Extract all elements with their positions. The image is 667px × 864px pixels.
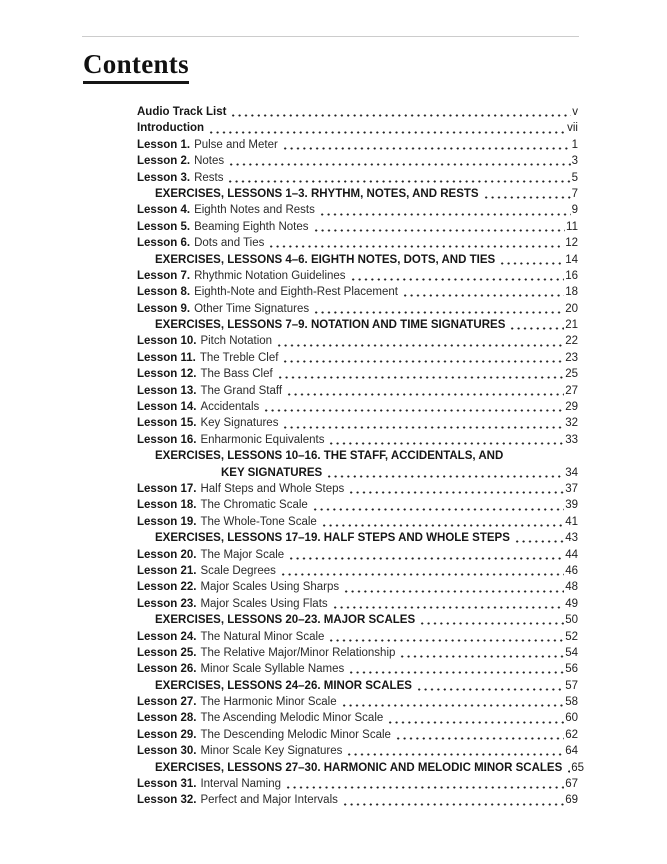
toc-row-lesson	[137, 596, 578, 612]
lesson-title: The Relative Major/Minor Relationship	[200, 646, 396, 659]
dot-leader	[419, 612, 564, 628]
toc-row-exercises	[137, 612, 578, 628]
page-number: 34	[565, 466, 578, 479]
entry-label	[137, 547, 284, 563]
toc-row-exercises	[137, 252, 578, 268]
dot-leader	[350, 268, 565, 284]
toc-list	[137, 104, 585, 809]
dot-leader	[282, 350, 564, 366]
toc-row-lesson	[137, 629, 578, 645]
dot-leader	[332, 596, 565, 612]
dot-leader	[342, 792, 564, 808]
toc-row-lesson	[137, 301, 578, 317]
page-number: 3	[571, 155, 578, 168]
lesson-number: Lesson 8.	[137, 286, 191, 299]
lesson-number: Lesson 14.	[137, 401, 197, 414]
dot-leader	[328, 432, 564, 448]
dot-leader	[328, 629, 564, 645]
lesson-title: Interval Naming	[200, 778, 281, 791]
lesson-number: Lesson 32.	[137, 794, 197, 807]
page-number: 39	[565, 499, 578, 512]
lesson-number: Lesson 20.	[137, 548, 197, 561]
toc-row-lesson	[137, 497, 578, 513]
page-number: 33	[565, 433, 578, 446]
page-number: 16	[565, 269, 578, 282]
dot-leader	[348, 481, 564, 497]
lesson-title: Minor Scale Syllable Names	[200, 663, 345, 676]
lesson-number: Lesson 11.	[137, 351, 196, 364]
entry-label	[137, 284, 398, 300]
entry-label	[137, 219, 309, 235]
entry-label	[137, 415, 278, 431]
entry-label	[137, 710, 383, 726]
page-number: 1	[571, 138, 578, 151]
dot-leader	[326, 465, 564, 481]
page-number: v	[572, 106, 578, 118]
toc-row-front-matter	[137, 120, 578, 136]
toc-row-lesson	[137, 727, 578, 743]
page-number: 14	[565, 253, 578, 266]
lesson-number: Lesson 26.	[137, 663, 197, 676]
entry-label: Audio Track List	[137, 106, 227, 118]
toc-row-lesson	[137, 202, 578, 218]
toc-row-exercises	[137, 530, 578, 546]
entry-label	[137, 792, 338, 808]
dot-leader	[285, 776, 564, 792]
lesson-number: Lesson 12.	[137, 368, 197, 381]
toc-row-lesson	[137, 415, 578, 431]
dot-leader	[313, 301, 564, 317]
lesson-title: The Major Scale	[200, 548, 285, 561]
toc-row-lesson	[137, 383, 578, 399]
dot-leader	[416, 678, 564, 694]
lesson-title: The Ascending Melodic Minor Scale	[200, 712, 384, 725]
toc-row-lesson	[137, 284, 578, 300]
toc-row-lesson	[137, 350, 578, 366]
page-number: 37	[565, 482, 578, 495]
toc-row-lesson	[137, 694, 578, 710]
toc-row-exercises	[137, 186, 578, 202]
lesson-number: Lesson 13.	[137, 384, 197, 397]
lesson-title: The Chromatic Scale	[200, 499, 308, 512]
entry-label	[137, 727, 391, 743]
lesson-title: Pitch Notation	[200, 335, 273, 348]
dot-leader	[321, 514, 564, 530]
lesson-number: Lesson 4.	[137, 204, 191, 217]
lesson-title: Enharmonic Equivalents	[200, 433, 325, 446]
page-number: 69	[565, 794, 578, 807]
page-number: 56	[565, 663, 578, 676]
dot-leader	[395, 727, 564, 743]
toc-row-lesson	[137, 399, 578, 415]
entry-label	[137, 596, 328, 612]
lesson-number: Lesson 17.	[137, 482, 197, 495]
lesson-number: Lesson 29.	[137, 728, 197, 741]
entry-label: EXERCISES, LESSONS 4–6. EIGHTH NOTES, DOTS, AND TIES	[155, 253, 496, 266]
dot-leader	[348, 661, 564, 677]
dot-leader	[263, 399, 564, 415]
entry-label	[137, 563, 276, 579]
lesson-number: Lesson 24.	[137, 630, 197, 643]
lesson-number: Lesson 21.	[137, 564, 197, 577]
lesson-number: Lesson 18.	[137, 499, 197, 512]
lesson-number: Lesson 30.	[137, 745, 197, 758]
toc-row-lesson	[137, 268, 578, 284]
lesson-number: Lesson 15.	[137, 417, 197, 430]
toc-row-lesson	[137, 563, 578, 579]
toc-row-lesson	[137, 432, 578, 448]
dot-leader	[208, 120, 566, 136]
page-number: 22	[565, 335, 578, 348]
entry-label	[137, 514, 317, 530]
page-title: Contents	[83, 50, 189, 84]
page-number: 9	[571, 204, 578, 217]
toc-row-lesson	[137, 170, 578, 186]
lesson-number: Lesson 7.	[137, 269, 191, 282]
toc-row-lesson	[137, 645, 578, 661]
page-number: 48	[565, 581, 578, 594]
dot-leader	[277, 366, 565, 382]
toc-row-exercises	[137, 760, 585, 776]
lesson-title: The Descending Melodic Minor Scale	[200, 728, 391, 741]
page-number: 50	[565, 614, 578, 627]
lesson-number: Lesson 22.	[137, 581, 197, 594]
page-number: 57	[565, 679, 578, 692]
toc-row-lesson	[137, 776, 578, 792]
entry-label	[137, 366, 273, 382]
dot-leader	[483, 186, 571, 202]
entry-label	[137, 235, 264, 251]
top-divider-rule	[82, 36, 579, 37]
toc-row-front-matter	[137, 104, 578, 120]
entry-label	[137, 481, 344, 497]
lesson-number: Lesson 9.	[137, 302, 191, 315]
entry-label	[137, 268, 346, 284]
dot-leader	[346, 743, 564, 759]
page-number: 49	[565, 597, 578, 610]
lesson-number: Lesson 25.	[137, 646, 197, 659]
lesson-title: Eighth Notes and Rests	[194, 204, 315, 217]
page-number: 32	[565, 417, 578, 430]
toc-row-lesson	[137, 792, 578, 808]
entry-label: EXERCISES, LESSONS 7–9. NOTATION AND TIME SIGNATURES	[155, 319, 506, 332]
toc-row-lesson	[137, 743, 578, 759]
dot-leader	[288, 547, 564, 563]
entry-label	[137, 137, 278, 153]
entry-label	[137, 432, 324, 448]
dot-leader	[514, 530, 564, 546]
entry-label	[137, 301, 309, 317]
lesson-title: Other Time Signatures	[194, 302, 310, 315]
entry-label: EXERCISES, LESSONS 10–16. THE STAFF, ACCIDENTALS, AND	[155, 450, 504, 463]
toc-row-lesson	[137, 219, 578, 235]
lesson-number: Lesson 5.	[137, 220, 191, 233]
entry-label	[137, 202, 315, 218]
toc-row-exercises-line2	[137, 465, 578, 481]
dot-leader	[280, 563, 564, 579]
page-number: 52	[565, 630, 578, 643]
entry-label: KEY SIGNATURES	[221, 466, 323, 479]
page-number: 12	[565, 237, 578, 250]
toc-row-lesson	[137, 153, 578, 169]
lesson-title: Eighth-Note and Eighth-Rest Placement	[194, 286, 398, 299]
page-number: 67	[565, 778, 578, 791]
page-number: 5	[571, 171, 578, 184]
page-number: 44	[565, 548, 578, 561]
lesson-title: Rests	[194, 171, 224, 184]
page-number: 64	[565, 745, 578, 758]
lesson-number: Lesson 19.	[137, 515, 197, 528]
entry-label: EXERCISES, LESSONS 17–19. HALF STEPS AND WHOLE STEPS	[155, 532, 510, 545]
dot-leader	[227, 170, 570, 186]
page-number: 65	[571, 761, 585, 774]
lesson-number: Lesson 31.	[137, 778, 197, 791]
page-number: 46	[565, 564, 578, 577]
entry-label	[137, 399, 259, 415]
page-number: 27	[565, 384, 578, 397]
page-number: vii	[567, 122, 578, 135]
entry-label: Introduction	[137, 122, 205, 135]
lesson-number: Lesson 2.	[137, 155, 191, 168]
entry-label: EXERCISES, LESSONS 27–30. HARMONIC AND MELODIC MINOR SCALES	[155, 761, 563, 774]
lesson-title: The Treble Clef	[199, 351, 279, 364]
lesson-title: Perfect and Major Intervals	[200, 794, 338, 807]
entry-label	[137, 350, 278, 366]
lesson-title: Major Scales Using Flats	[200, 597, 328, 610]
entry-label	[137, 497, 308, 513]
page-number: 7	[571, 187, 578, 200]
page-number: 18	[565, 286, 578, 299]
toc-row-lesson	[137, 333, 578, 349]
dot-leader	[499, 252, 564, 268]
page-number: 23	[565, 351, 578, 364]
lesson-title: Key Signatures	[200, 417, 279, 430]
entry-label	[137, 694, 337, 710]
page-number: 62	[565, 728, 578, 741]
dot-leader	[282, 415, 564, 431]
dot-leader	[399, 645, 564, 661]
lesson-title: Beaming Eighth Notes	[194, 220, 309, 233]
entry-label	[137, 153, 224, 169]
entry-label: EXERCISES, LESSONS 1–3. RHYTHM, NOTES, AND RESTS	[155, 187, 479, 200]
page-number: 20	[565, 302, 578, 315]
entry-label	[137, 645, 395, 661]
page-number: 43	[565, 532, 578, 545]
lesson-number: Lesson 3.	[137, 171, 191, 184]
lesson-number: Lesson 1.	[137, 138, 191, 151]
entry-label	[137, 333, 272, 349]
dot-leader	[387, 710, 564, 726]
dot-leader	[268, 235, 564, 251]
page-number: 41	[565, 515, 578, 528]
lesson-title: Major Scales Using Sharps	[200, 581, 340, 594]
dot-leader	[286, 383, 564, 399]
dot-leader	[313, 219, 566, 235]
dot-leader	[319, 202, 571, 218]
lesson-number: Lesson 27.	[137, 696, 197, 709]
dot-leader	[343, 579, 564, 595]
lesson-title: Accidentals	[200, 401, 260, 414]
entry-label	[137, 170, 223, 186]
toc-row-lesson	[137, 710, 578, 726]
toc-row-lesson	[137, 481, 578, 497]
page-number: 54	[565, 646, 578, 659]
entry-label	[137, 743, 342, 759]
lesson-title: The Whole-Tone Scale	[200, 515, 317, 528]
page-number: 29	[565, 401, 578, 414]
lesson-title: Rhythmic Notation Guidelines	[194, 269, 346, 282]
dot-leader	[276, 333, 564, 349]
lesson-title: Scale Degrees	[200, 564, 276, 577]
dot-leader	[312, 497, 564, 513]
lesson-title: Dots and Ties	[194, 237, 265, 250]
toc-row-lesson	[137, 547, 578, 563]
toc-row-lesson	[137, 235, 578, 251]
entry-label	[137, 579, 339, 595]
toc-row-exercises	[137, 317, 578, 333]
toc-row-lesson	[137, 661, 578, 677]
lesson-number: Lesson 16.	[137, 433, 197, 446]
toc-row-exercises-line1	[137, 448, 578, 464]
lesson-title: The Bass Clef	[200, 368, 273, 381]
dot-leader	[228, 153, 570, 169]
page-number: 21	[565, 319, 578, 332]
lesson-title: Minor Scale Key Signatures	[200, 745, 343, 758]
page-number: 60	[565, 712, 578, 725]
dot-leader	[566, 760, 570, 776]
lesson-number: Lesson 10.	[137, 335, 197, 348]
lesson-number: Lesson 28.	[137, 712, 197, 725]
lesson-title: The Harmonic Minor Scale	[200, 696, 337, 709]
dot-leader	[282, 137, 571, 153]
lesson-title: Notes	[194, 155, 225, 168]
toc-row-exercises	[137, 678, 578, 694]
entry-label	[137, 629, 324, 645]
entry-label	[137, 661, 344, 677]
page-number: 58	[565, 696, 578, 709]
page-number: 11	[566, 220, 578, 233]
dot-leader	[402, 284, 564, 300]
lesson-title: The Natural Minor Scale	[200, 630, 325, 643]
entry-label: EXERCISES, LESSONS 24–26. MINOR SCALES	[155, 679, 412, 692]
toc-row-lesson	[137, 514, 578, 530]
toc-row-lesson	[137, 137, 578, 153]
toc-row-lesson	[137, 366, 578, 382]
entry-label	[137, 776, 281, 792]
dot-leader	[341, 694, 565, 710]
toc-row-lesson	[137, 579, 578, 595]
entry-label: EXERCISES, LESSONS 20–23. MAJOR SCALES	[155, 614, 416, 627]
page-number: 25	[565, 368, 578, 381]
lesson-title: The Grand Staff	[200, 384, 283, 397]
dot-leader	[509, 317, 564, 333]
lesson-title: Pulse and Meter	[194, 138, 278, 151]
lesson-number: Lesson 6.	[137, 237, 191, 250]
entry-label	[137, 383, 282, 399]
lesson-number: Lesson 23.	[137, 597, 197, 610]
lesson-title: Half Steps and Whole Steps	[200, 482, 345, 495]
dot-leader	[230, 104, 571, 120]
